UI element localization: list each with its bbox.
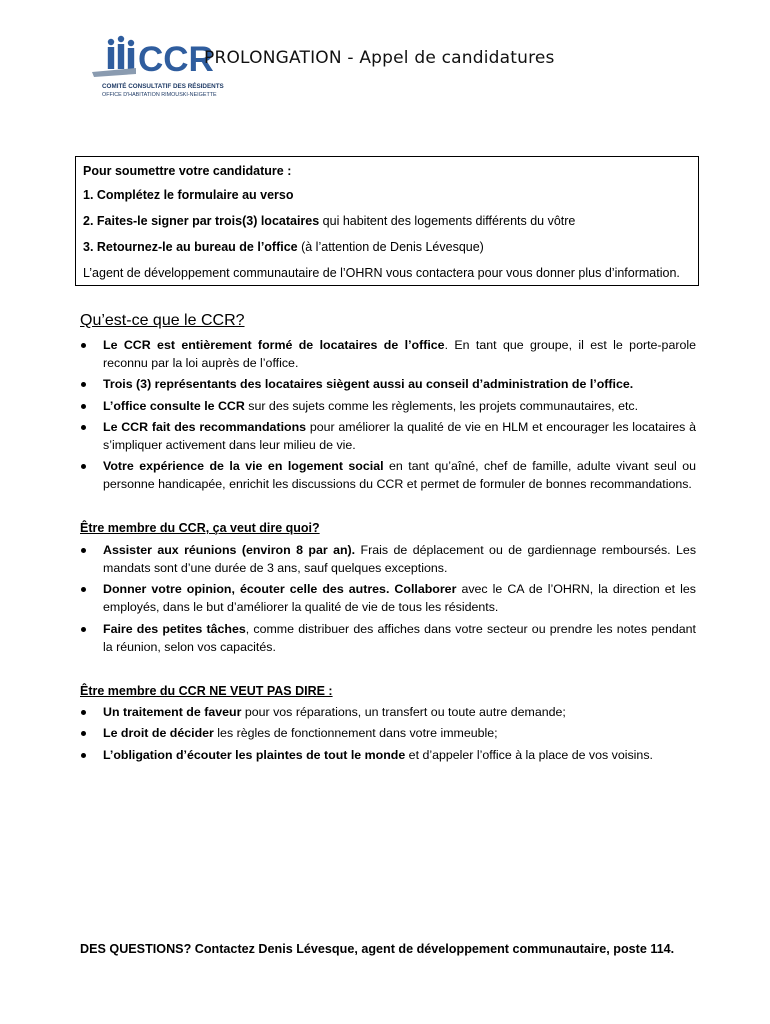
bullet-icon xyxy=(81,382,86,387)
logo-subtitle-2: OFFICE D'HABITATION RIMOUSKI-NEIGETTE xyxy=(102,92,217,98)
bullet-icon xyxy=(81,587,86,592)
section-title-member-does-not-mean: Être membre du CCR NE VEUT PAS DIRE : xyxy=(80,684,333,698)
instructions-box xyxy=(75,156,699,286)
bullet-icon xyxy=(81,425,86,430)
list-item: Trois (3) représentants des locataires siègent aussi au conseil d’administration de l’office. xyxy=(80,375,696,393)
instructions-note: L’agent de développement communautaire de l’OHRN vous contactera pour vous donner plus d’information. xyxy=(83,266,680,280)
list-item: L’office consulte le CCR sur des sujets comme les règlements, les projets communautaires, etc. xyxy=(80,397,696,415)
section-member-does-not-mean-list xyxy=(80,703,696,767)
section-title-what-is-ccr: Qu’est-ce que le CCR? xyxy=(80,312,245,329)
section-title-member-means: Être membre du CCR, ça veut dire quoi? xyxy=(80,521,320,535)
instructions-step-1: 1. Complétez le formulaire au verso xyxy=(83,188,294,202)
ccr-logo xyxy=(92,34,227,106)
logo-figures-icon xyxy=(92,36,136,77)
bullet-icon xyxy=(81,343,86,348)
bullet-icon xyxy=(81,627,86,632)
logo-text: CCR xyxy=(138,40,214,79)
list-item: L’obligation d’écouter les plaintes de tout le monde et d’appeler l’office à la place de vos voisins. xyxy=(80,746,696,764)
bullet-icon xyxy=(81,464,86,469)
list-item: Le CCR fait des recommandations pour améliorer la qualité de vie en HLM et encourager les locataires à s’impliquer activement dans leur milieu de vie. xyxy=(80,418,696,454)
list-item: Donner votre opinion, écouter celle des autres. Collaborer avec le CA de l’OHRN, la direction et les employés, dans le but d’améliorer la qualité de vie de tous les résidents. xyxy=(80,580,696,616)
list-item: Assister aux réunions (environ 8 par an). Frais de déplacement ou de gardiennage remboursés. Les mandats sont d’une durée de 3 ans, sauf quelques exceptions. xyxy=(80,541,696,577)
bullet-icon xyxy=(81,548,86,553)
instructions-step-3: 3. Retournez-le au bureau de l’office (à l’attention de Denis Lévesque) xyxy=(83,240,484,254)
bullet-icon xyxy=(81,753,86,758)
bullet-icon xyxy=(81,731,86,736)
list-item: Votre expérience de la vie en logement social en tant qu’aîné, chef de famille, adulte vivant seul ou personne handicapée, enrichit les discussions du CCR et permet de formuler de bonnes recommandations. xyxy=(80,457,696,493)
logo-subtitle-1: COMITÉ CONSULTATIF DES RÉSIDENTS xyxy=(102,83,224,90)
bullet-icon xyxy=(81,710,86,715)
bullet-icon xyxy=(81,404,86,409)
list-item: Le CCR est entièrement formé de locataires de l’office. En tant que groupe, il est le porte-parole reconnu par la loi auprès de l’office. xyxy=(80,336,696,372)
list-item: Un traitement de faveur pour vos réparations, un transfert ou toute autre demande; xyxy=(80,703,696,721)
instructions-step-2: 2. Faites-le signer par trois(3) locataires qui habitent des logements différents du vôtre xyxy=(83,214,576,228)
list-item: Faire des petites tâches, comme distribuer des affiches dans votre secteur ou prendre les notes pendant la réunion, selon vos capacités. xyxy=(80,620,696,656)
instructions-intro: Pour soumettre votre candidature : xyxy=(83,164,292,178)
document-title: PROLONGATION - Appel de candidatures xyxy=(204,48,555,68)
section-what-is-ccr-list xyxy=(80,336,696,496)
list-item: Le droit de décider les règles de fonctionnement dans votre immeuble; xyxy=(80,724,696,742)
section-member-means-list xyxy=(80,541,696,659)
footer-contact: DES QUESTIONS? Contactez Denis Lévesque, agent de développement communautaire, poste 114. xyxy=(80,942,675,956)
